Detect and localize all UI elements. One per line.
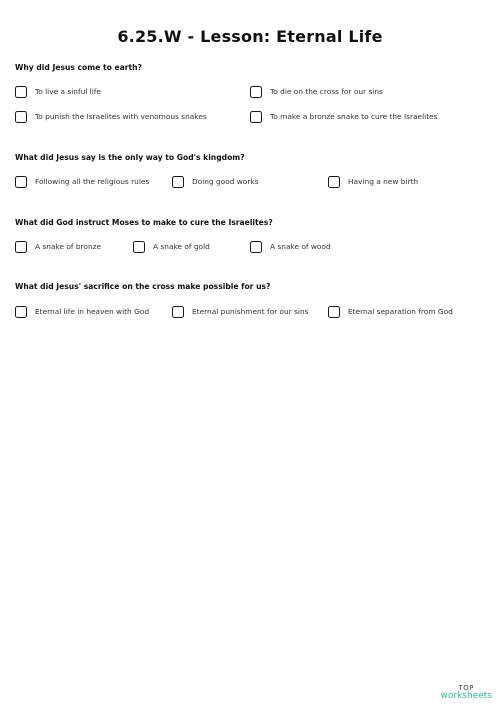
topworksheets-logo (441, 685, 492, 701)
question-text: What did Jesus say is the only way to God's kingdom? (15, 153, 245, 162)
checkbox[interactable] (172, 306, 184, 318)
checkbox[interactable] (328, 176, 340, 188)
checkbox[interactable] (172, 176, 184, 188)
answer-option[interactable] (250, 239, 331, 254)
option-label: A snake of gold (153, 242, 210, 251)
answer-option[interactable] (15, 109, 207, 124)
checkbox[interactable] (328, 306, 340, 318)
checkbox[interactable] (15, 176, 27, 188)
option-label: Eternal separation from God (348, 307, 453, 316)
answer-option[interactable] (15, 84, 101, 99)
answer-option[interactable] (250, 109, 438, 124)
answer-option[interactable] (15, 304, 149, 319)
answer-option[interactable] (328, 174, 418, 189)
checkbox[interactable] (15, 306, 27, 318)
option-label: To punish the Israelites with venomous snakes (35, 112, 207, 121)
option-label: To make a bronze snake to cure the Israelites (270, 112, 438, 121)
question-text: Why did Jesus come to earth? (15, 63, 142, 72)
checkbox[interactable] (133, 241, 145, 253)
answer-option[interactable] (172, 304, 309, 319)
checkbox[interactable] (250, 241, 262, 253)
logo-bottom-text: worksheets (440, 691, 492, 701)
checkbox[interactable] (250, 86, 262, 98)
checkbox[interactable] (15, 111, 27, 123)
logo-top-text: TOP (458, 684, 475, 692)
checkbox[interactable] (250, 111, 262, 123)
answer-option[interactable] (328, 304, 453, 319)
answer-option[interactable] (15, 239, 101, 254)
option-label: Doing good works (192, 177, 259, 186)
option-label: Eternal punishment for our sins (192, 307, 309, 316)
question-text: What did God instruct Moses to make to cure the Israelites? (15, 218, 273, 227)
option-label: A snake of wood (270, 242, 331, 251)
answer-option[interactable] (133, 239, 210, 254)
option-label: Following all the religious rules (35, 177, 150, 186)
answer-option[interactable] (250, 84, 383, 99)
checkbox[interactable] (15, 86, 27, 98)
question-text: What did Jesus' sacrifice on the cross make possible for us? (15, 282, 271, 291)
option-label: To die on the cross for our sins (270, 87, 383, 96)
option-label: Having a new birth (348, 177, 419, 186)
answer-option[interactable] (15, 174, 149, 189)
checkbox[interactable] (15, 241, 27, 253)
page-title: 6.25.W - Lesson: Eternal Life (117, 27, 383, 46)
option-label: To live a sinful life (35, 87, 101, 96)
answer-option[interactable] (172, 174, 259, 189)
option-label: A snake of bronze (35, 242, 102, 251)
option-label: Eternal life in heaven with God (35, 307, 150, 316)
